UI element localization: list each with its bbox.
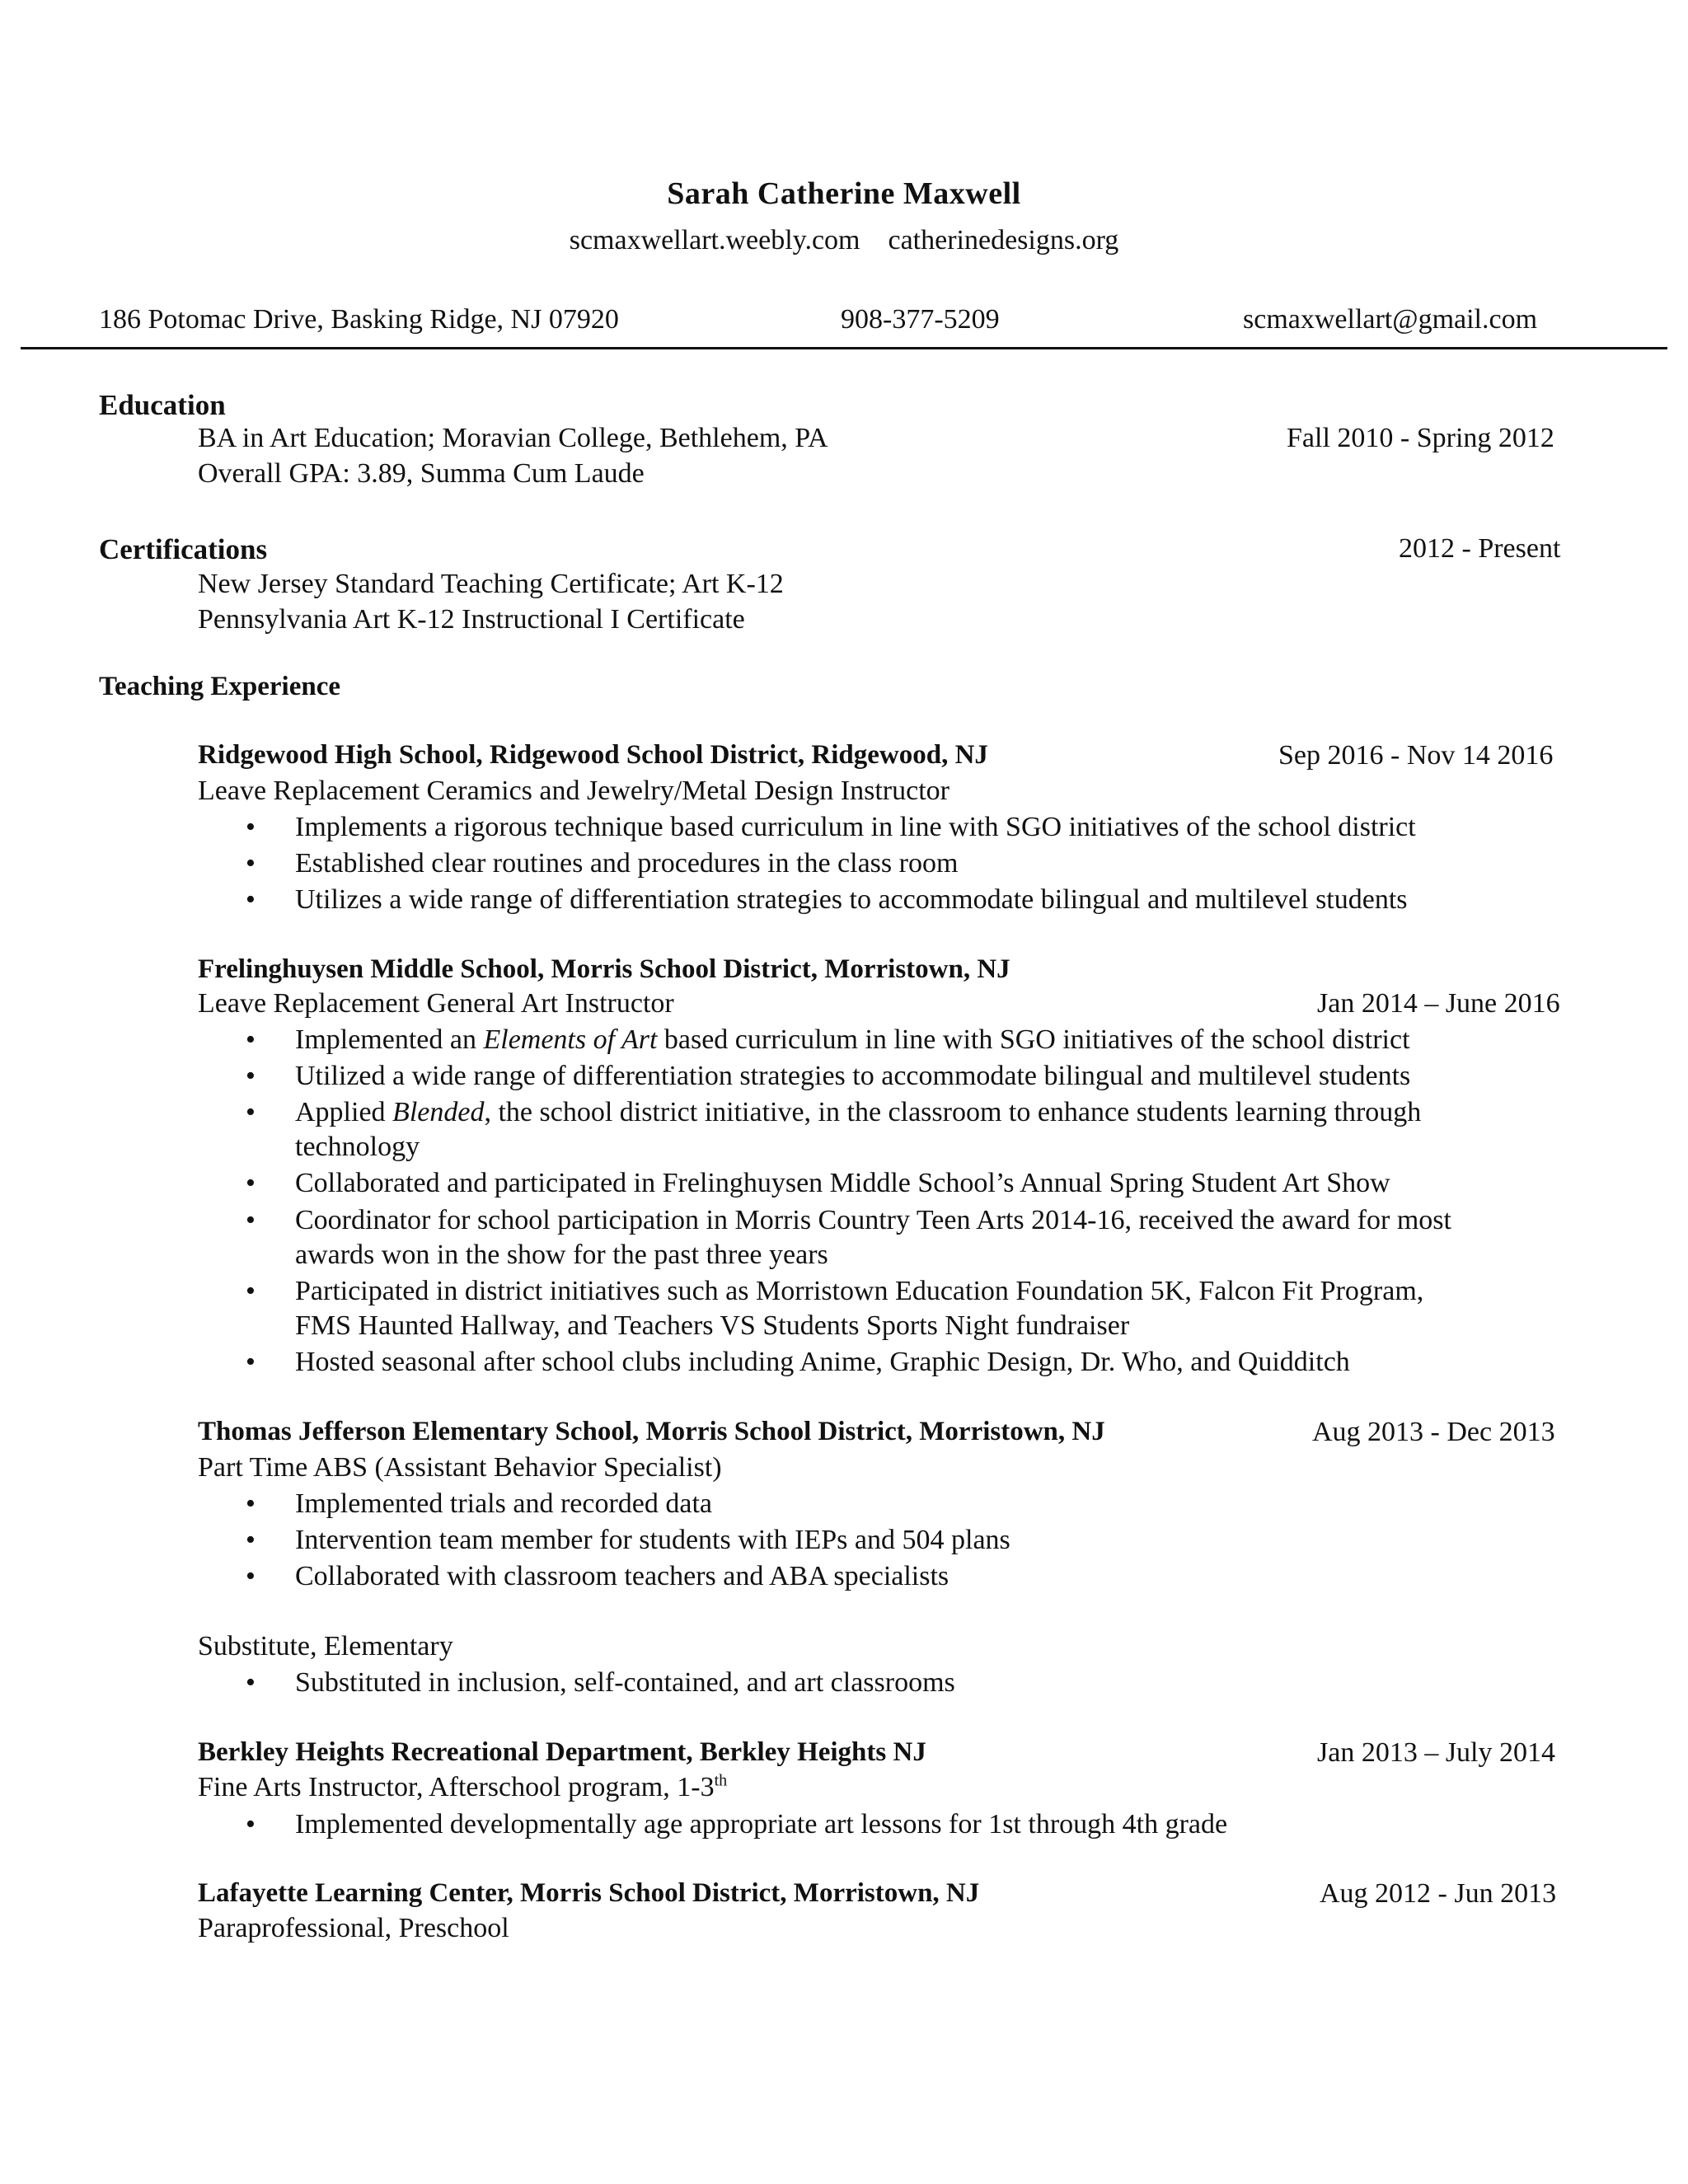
job-role: Paraprofessional, Preschool [198,1913,509,1943]
job-role: Leave Replacement Ceramics and Jewelry/Metal Design Instructor [198,776,950,806]
italic-term: Elements of Art [483,1024,658,1055]
employer: Ridgewood High School, Ridgewood School District, Ridgewood, NJ [198,740,988,770]
certification-item: Pennsylvania Art K-12 Instructional I Certificate [198,604,745,635]
bullet-text: Coordinator for school participation in Morris Country Teen Arts 2014-16, received the award for most [295,1205,1451,1235]
certifications-heading: Certifications [99,533,268,565]
job-role: Leave Replacement General Art Instructor [198,988,674,1019]
bullet-marker: • [246,1525,256,1555]
bullet-text: Established clear routines and procedures in the class room [295,848,959,879]
job-dates: Aug 2013 - Dec 2013 [1312,1417,1555,1447]
employer: Berkley Heights Recreational Department, Berkley Heights NJ [198,1737,926,1767]
bullet-marker: • [246,812,256,842]
employer: Frelinghuysen Middle School, Morris School District, Morristown, NJ [198,954,1010,984]
certifications-dates: 2012 - Present [1399,533,1561,564]
bullet-marker: • [246,1667,256,1698]
website-links: scmaxwellart.weebly.com catherinedesigns.org [569,225,1119,255]
bullet-text: Hosted seasonal after school clubs including Anime, Graphic Design, Dr. Who, and Quidditch [295,1347,1350,1377]
education-dates: Fall 2010 - Spring 2012 [1287,423,1554,453]
bullet-text: Utilizes a wide range of differentiation strategies to accommodate bilingual and multilevel students [295,884,1408,915]
bullet-text-continued: awards won in the show for the past three years [295,1240,828,1270]
bullet-marker: • [246,1097,256,1127]
bullet-marker: • [246,1488,256,1519]
bullet-marker: • [246,1168,256,1198]
bullet-marker: • [246,1276,256,1306]
italic-term: Blended [392,1097,485,1127]
bullet-text: Implemented trials and recorded data [295,1488,712,1519]
ordinal-suffix: th [714,1771,728,1790]
job-dates: Jan 2014 – June 2016 [1317,988,1560,1019]
job-role: Substitute, Elementary [198,1631,453,1661]
bullet-marker: • [246,1347,256,1377]
resume-name: Sarah Catherine Maxwell [667,176,1021,211]
email-address: scmaxwellart@gmail.com [1243,304,1538,335]
bullet-text-continued: FMS Haunted Hallway, and Teachers VS Students Sports Night fundraiser [295,1310,1130,1341]
bullet-marker: • [246,1561,256,1591]
teaching-experience-heading: Teaching Experience [99,672,341,701]
bullet-text: Substituted in inclusion, self-contained, and art classrooms [295,1667,955,1698]
job-role: Part Time ABS (Assistant Behavior Specialist) [198,1452,722,1483]
education-degree: BA in Art Education; Moravian College, Bethlehem, PA [198,423,828,453]
bullet-marker: • [246,1024,256,1055]
bullet-text: Implemented an Elements of Art based curriculum in line with SGO initiatives of the school district [295,1024,1410,1055]
bullet-text: Utilized a wide range of differentiation strategies to accommodate bilingual and multilevel students [295,1061,1411,1091]
job-dates: Jan 2013 – July 2014 [1317,1737,1555,1768]
job-dates: Aug 2012 - Jun 2013 [1320,1878,1557,1909]
bullet-marker: • [246,1061,256,1091]
education-heading: Education [99,389,226,421]
job-dates: Sep 2016 - Nov 14 2016 [1278,740,1554,771]
bullet-text: Applied Blended, the school district initiative, in the classroom to enhance students learning through [295,1097,1422,1127]
bullet-text: Implemented developmentally age appropriate art lessons for 1st through 4th grade [295,1809,1228,1840]
bullet-marker: • [246,1205,256,1235]
bullet-text: Collaborated with classroom teachers and ABA specialists [295,1561,950,1591]
bullet-text-continued: technology [295,1132,420,1162]
bullet-text: Intervention team member for students with IEPs and 504 plans [295,1525,1010,1555]
header-divider [21,347,1667,349]
job-role: Fine Arts Instructor, Afterschool program, 1-3th [198,1771,728,1802]
bullet-marker: • [246,884,256,915]
employer: Thomas Jefferson Elementary School, Morris School District, Morristown, NJ [198,1417,1105,1446]
employer: Lafayette Learning Center, Morris School District, Morristown, NJ [198,1878,980,1908]
bullet-marker: • [246,1809,256,1840]
bullet-text: Collaborated and participated in Frelinghuysen Middle School’s Annual Spring Student Art Show [295,1168,1390,1198]
bullet-text: Implements a rigorous technique based curriculum in line with SGO initiatives of the school district [295,812,1416,842]
phone-number: 908-377-5209 [841,304,1000,335]
bullet-marker: • [246,848,256,879]
address: 186 Potomac Drive, Basking Ridge, NJ 07920 [99,304,619,335]
certification-item: New Jersey Standard Teaching Certificate; Art K-12 [198,569,784,599]
bullet-text: Participated in district initiatives such as Morristown Education Foundation 5K, Falcon Fit Program, [295,1276,1424,1306]
education-gpa: Overall GPA: 3.89, Summa Cum Laude [198,458,645,489]
